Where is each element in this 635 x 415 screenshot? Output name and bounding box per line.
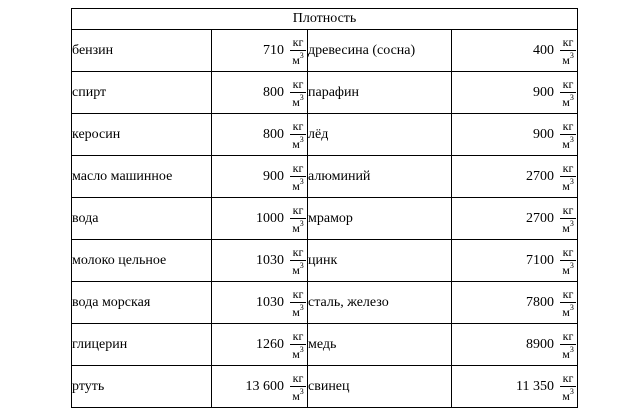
unit-exponent: 3 (569, 302, 574, 312)
unit-numerator: кг (292, 160, 304, 175)
unit-exponent: 3 (299, 92, 304, 102)
unit-denominator (562, 93, 574, 108)
density-value-cell (212, 156, 308, 198)
unit-denominator-base: м (292, 178, 300, 193)
density-unit (559, 288, 577, 318)
substance-name: свинец (308, 366, 452, 408)
unit-numerator: кг (292, 328, 304, 343)
unit-denominator (562, 387, 574, 402)
substance-name: вода (72, 198, 212, 240)
substance-name: спирт (72, 72, 212, 114)
unit-numerator: кг (562, 370, 574, 385)
substance-name: ртуть (72, 366, 212, 408)
density-value: 7100 (526, 252, 555, 268)
table-row (72, 240, 578, 282)
unit-exponent: 3 (299, 302, 304, 312)
table-row (72, 30, 578, 72)
table-row (72, 366, 578, 408)
density-value-cell (212, 324, 308, 366)
density-unit (559, 162, 577, 192)
unit-denominator-base: м (292, 136, 300, 151)
unit-denominator (292, 177, 304, 192)
density-value-cell (452, 156, 578, 198)
unit-exponent: 3 (569, 386, 574, 396)
unit-exponent: 3 (569, 92, 574, 102)
unit-exponent: 3 (299, 176, 304, 186)
unit-denominator (292, 219, 304, 234)
substance-name: древесина (сосна) (308, 30, 452, 72)
unit-numerator: кг (292, 76, 304, 91)
unit-denominator-base: м (562, 262, 570, 277)
table-row (72, 114, 578, 156)
density-value: 1030 (256, 252, 284, 268)
density-value-cell (452, 324, 578, 366)
density-value: 710 (263, 42, 284, 58)
density-unit (289, 330, 307, 360)
unit-denominator (562, 219, 574, 234)
substance-name: алюминий (308, 156, 452, 198)
density-value: 8900 (526, 336, 555, 352)
unit-denominator-base: м (562, 388, 570, 403)
unit-numerator: кг (562, 328, 574, 343)
unit-denominator (562, 303, 574, 318)
unit-denominator-base: м (292, 346, 300, 361)
density-value: 1000 (256, 210, 284, 226)
substance-name: мрамор (308, 198, 452, 240)
unit-exponent: 3 (569, 176, 574, 186)
unit-denominator-base: м (292, 220, 300, 235)
density-unit (559, 36, 577, 66)
density-unit (559, 204, 577, 234)
table-row (72, 72, 578, 114)
table-row (72, 198, 578, 240)
table-row (72, 282, 578, 324)
unit-exponent: 3 (569, 344, 574, 354)
unit-exponent: 3 (569, 50, 574, 60)
table-body (72, 30, 578, 408)
unit-denominator-base: м (292, 304, 300, 319)
substance-name: бензин (72, 30, 212, 72)
density-value-cell (452, 72, 578, 114)
density-unit (559, 246, 577, 276)
density-value-cell (452, 282, 578, 324)
density-value-cell (452, 366, 578, 408)
unit-exponent: 3 (299, 260, 304, 270)
unit-denominator-base: м (562, 52, 570, 67)
substance-name: глицерин (72, 324, 212, 366)
density-value: 1260 (256, 336, 284, 352)
unit-exponent: 3 (299, 134, 304, 144)
unit-denominator-base: м (292, 262, 300, 277)
unit-denominator (562, 177, 574, 192)
density-value: 13 600 (245, 378, 284, 394)
table-header-row (72, 9, 578, 30)
density-value-cell (212, 282, 308, 324)
unit-denominator (562, 51, 574, 66)
density-unit (559, 330, 577, 360)
density-value-cell (212, 30, 308, 72)
unit-denominator (292, 93, 304, 108)
unit-exponent: 3 (569, 218, 574, 228)
density-value-cell (452, 240, 578, 282)
unit-denominator (292, 135, 304, 150)
density-value: 900 (263, 168, 284, 184)
unit-exponent: 3 (299, 218, 304, 228)
density-unit (289, 372, 307, 402)
substance-name: масло машинное (72, 156, 212, 198)
unit-denominator-base: м (562, 346, 570, 361)
density-table (71, 8, 578, 408)
unit-numerator: кг (292, 34, 304, 49)
unit-denominator-base: м (292, 94, 300, 109)
unit-denominator (292, 387, 304, 402)
density-unit (559, 78, 577, 108)
unit-denominator-base: м (292, 52, 300, 67)
substance-name: молоко цельное (72, 240, 212, 282)
unit-denominator-base: м (562, 136, 570, 151)
unit-exponent: 3 (299, 50, 304, 60)
unit-denominator (562, 345, 574, 360)
density-value-cell (212, 72, 308, 114)
density-value-cell (452, 114, 578, 156)
unit-numerator: кг (562, 244, 574, 259)
unit-numerator: кг (562, 286, 574, 301)
density-value: 7800 (526, 294, 555, 310)
density-unit (289, 288, 307, 318)
density-unit (559, 372, 577, 402)
unit-exponent: 3 (299, 386, 304, 396)
density-value: 1030 (256, 294, 284, 310)
density-unit (289, 204, 307, 234)
unit-denominator-base: м (562, 220, 570, 235)
density-unit (289, 36, 307, 66)
density-value-cell (212, 114, 308, 156)
density-value: 11 350 (516, 378, 555, 394)
density-value-cell (452, 30, 578, 72)
density-value-cell (212, 366, 308, 408)
substance-name: лёд (308, 114, 452, 156)
unit-denominator (562, 135, 574, 150)
unit-numerator: кг (292, 118, 304, 133)
unit-numerator: кг (292, 286, 304, 301)
substance-name: вода морская (72, 282, 212, 324)
density-value: 800 (263, 84, 284, 100)
density-value: 800 (263, 126, 284, 142)
density-value: 900 (533, 126, 555, 142)
substance-name: парафин (308, 72, 452, 114)
unit-denominator-base: м (562, 304, 570, 319)
density-value: 2700 (526, 168, 555, 184)
density-unit (289, 78, 307, 108)
unit-numerator: кг (292, 202, 304, 217)
density-unit (289, 162, 307, 192)
table-row (72, 156, 578, 198)
unit-denominator-base: м (292, 388, 300, 403)
density-value-cell (212, 240, 308, 282)
density-value-cell (452, 198, 578, 240)
unit-denominator (292, 303, 304, 318)
density-value: 900 (533, 84, 555, 100)
substance-name: керосин (72, 114, 212, 156)
density-unit (559, 120, 577, 150)
unit-numerator: кг (562, 34, 574, 49)
unit-denominator (292, 345, 304, 360)
unit-numerator: кг (562, 118, 574, 133)
unit-exponent: 3 (569, 134, 574, 144)
unit-denominator (292, 261, 304, 276)
unit-denominator-base: м (562, 94, 570, 109)
unit-numerator: кг (562, 160, 574, 175)
unit-exponent: 3 (569, 260, 574, 270)
unit-numerator: кг (292, 244, 304, 259)
unit-denominator (292, 51, 304, 66)
unit-exponent: 3 (299, 344, 304, 354)
unit-numerator: кг (562, 76, 574, 91)
unit-numerator: кг (562, 202, 574, 217)
substance-name: цинк (308, 240, 452, 282)
density-value: 400 (533, 42, 555, 58)
substance-name: медь (308, 324, 452, 366)
density-unit (289, 246, 307, 276)
substance-name: сталь, железо (308, 282, 452, 324)
table-title: Плотность (72, 9, 578, 30)
table-row (72, 324, 578, 366)
unit-denominator-base: м (562, 178, 570, 193)
density-value: 2700 (526, 210, 555, 226)
unit-denominator (562, 261, 574, 276)
density-value-cell (212, 198, 308, 240)
density-unit (289, 120, 307, 150)
unit-numerator: кг (292, 370, 304, 385)
